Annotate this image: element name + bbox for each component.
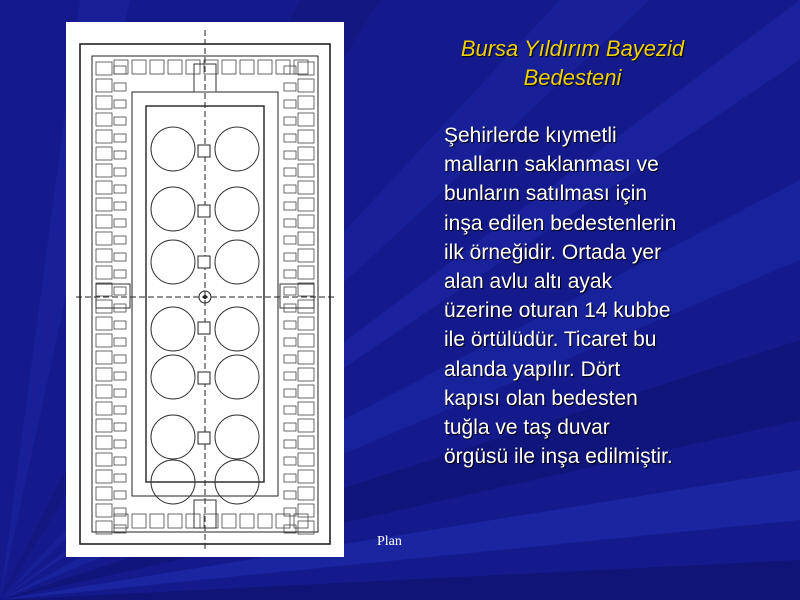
- shop-cell: [96, 164, 112, 177]
- shop-cell: [114, 185, 126, 193]
- shop-cell: [96, 504, 112, 517]
- shop-cell: [114, 100, 126, 108]
- dome-circle: [151, 415, 195, 459]
- shop-cell: [298, 334, 314, 347]
- shop-cell: [298, 470, 314, 483]
- shop-cell: [114, 236, 126, 244]
- body-line: ilk örneğidir. Ortada yer: [444, 240, 662, 264]
- shop-cell: [114, 270, 126, 278]
- slide-body: [444, 121, 754, 471]
- shop-cell: [150, 514, 164, 528]
- dome-circle: [151, 187, 195, 231]
- shop-cell: [96, 317, 112, 330]
- shop-cell: [284, 338, 296, 346]
- shop-cell: [132, 60, 146, 74]
- shop-cell: [298, 96, 314, 109]
- shop-cell: [298, 147, 314, 160]
- shop-cell: [96, 453, 112, 466]
- shop-cell: [222, 60, 236, 74]
- shop-cell: [298, 317, 314, 330]
- shop-cell: [284, 287, 296, 295]
- shop-cell: [258, 514, 272, 528]
- shop-cell: [168, 514, 182, 528]
- shop-cell: [96, 436, 112, 449]
- shop-cell: [114, 474, 126, 482]
- dome-circle: [215, 240, 259, 284]
- shop-cell: [284, 134, 296, 142]
- shop-cell: [298, 164, 314, 177]
- shop-cell: [114, 338, 126, 346]
- plan-drawing: [66, 22, 344, 557]
- shop-cell: [96, 147, 112, 160]
- shop-cell: [284, 253, 296, 261]
- shop-cell: [96, 419, 112, 432]
- shop-cell: [96, 249, 112, 262]
- body-line: alan avlu altı ayak: [444, 270, 613, 294]
- shop-cell: [284, 185, 296, 193]
- shop-cell: [284, 406, 296, 414]
- shop-cell: [96, 487, 112, 500]
- dome-circle: [151, 240, 195, 284]
- shop-cell: [96, 62, 112, 75]
- shop-cell: [298, 62, 314, 75]
- shop-cell: [114, 202, 126, 210]
- shop-cell: [298, 181, 314, 194]
- dome-circle: [151, 127, 195, 171]
- shop-cell: [114, 287, 126, 295]
- shop-cell: [96, 334, 112, 347]
- shop-cell: [298, 504, 314, 517]
- shop-cell: [96, 130, 112, 143]
- shop-cell: [96, 215, 112, 228]
- shop-cell: [298, 130, 314, 143]
- shop-cell: [284, 440, 296, 448]
- plan-caption: Plan: [377, 534, 402, 549]
- shop-cell: [114, 168, 126, 176]
- shop-cell: [298, 232, 314, 245]
- shop-cell: [298, 385, 314, 398]
- shop-cell: [298, 453, 314, 466]
- shop-cell: [298, 487, 314, 500]
- shop-cell: [284, 389, 296, 397]
- shop-cell: [284, 168, 296, 176]
- dome-circle: [215, 187, 259, 231]
- shop-cell: [240, 514, 254, 528]
- shop-cell: [298, 368, 314, 381]
- shop-cell: [96, 96, 112, 109]
- shop-cell: [114, 440, 126, 448]
- shop-cell: [298, 300, 314, 313]
- shop-cell: [284, 457, 296, 465]
- dome-circle: [215, 415, 259, 459]
- shop-cell: [96, 113, 112, 126]
- body-line: kapısı olan bedesten: [444, 386, 638, 410]
- shop-cell: [284, 372, 296, 380]
- shop-cell: [284, 100, 296, 108]
- body-line: inşa edilen bedestenlerin: [444, 211, 677, 235]
- shop-cell: [284, 83, 296, 91]
- shop-cell: [186, 60, 200, 74]
- shop-cell: [298, 113, 314, 126]
- shop-cell: [114, 219, 126, 227]
- shop-cell: [276, 60, 290, 74]
- shop-cell: [114, 423, 126, 431]
- shop-cell: [150, 60, 164, 74]
- shop-cell: [96, 300, 112, 313]
- shop-cell: [114, 372, 126, 380]
- shop-cell: [298, 402, 314, 415]
- dome-circle: [215, 355, 259, 399]
- dome-circle: [151, 355, 195, 399]
- body-line: örgüsü ile inşa edilmiştir.: [444, 445, 673, 469]
- shop-cell: [114, 491, 126, 499]
- shop-cell: [298, 198, 314, 211]
- shop-cell: [186, 514, 200, 528]
- body-line: alanda yapılır. Dört: [444, 357, 621, 381]
- shop-cell: [114, 321, 126, 329]
- dome-circle: [151, 307, 195, 351]
- shop-cell: [284, 355, 296, 363]
- shop-cell: [96, 402, 112, 415]
- shop-cell: [284, 236, 296, 244]
- shop-cell: [284, 474, 296, 482]
- shop-cell: [298, 436, 314, 449]
- body-line: tuğla ve taş duvar: [444, 416, 610, 440]
- shop-cell: [284, 219, 296, 227]
- shop-cell: [284, 151, 296, 159]
- shop-cell: [240, 60, 254, 74]
- shop-cell: [96, 198, 112, 211]
- shop-cell: [298, 419, 314, 432]
- shop-cell: [298, 283, 314, 296]
- shop-cell: [96, 385, 112, 398]
- shop-cell: [114, 253, 126, 261]
- dome-circle: [215, 307, 259, 351]
- shop-cell: [114, 66, 126, 74]
- shop-cell: [298, 249, 314, 262]
- shop-cell: [96, 368, 112, 381]
- shop-cell: [114, 355, 126, 363]
- shop-cell: [298, 351, 314, 364]
- shop-cell: [114, 389, 126, 397]
- shop-cell: [258, 60, 272, 74]
- shop-cell: [114, 508, 126, 516]
- title-line: Bedesteni: [523, 65, 622, 90]
- shop-cell: [96, 181, 112, 194]
- body-line: üzerine oturan 14 kubbe: [444, 299, 671, 323]
- body-line: Şehirlerde kıymetli: [444, 124, 617, 147]
- body-line: malların saklanması ve: [444, 153, 659, 177]
- shop-cell: [132, 514, 146, 528]
- shop-cell: [96, 470, 112, 483]
- shop-cell: [96, 79, 112, 92]
- shop-cell: [114, 457, 126, 465]
- shop-cell: [114, 406, 126, 414]
- shop-cell: [96, 351, 112, 364]
- shop-cell: [114, 134, 126, 142]
- shop-cell: [114, 117, 126, 125]
- slide-title: [405, 34, 740, 92]
- shop-cell: [284, 423, 296, 431]
- shop-cell: [284, 117, 296, 125]
- shop-cell: [284, 321, 296, 329]
- shop-cell: [222, 514, 236, 528]
- shop-cell: [298, 79, 314, 92]
- shop-cell: [298, 266, 314, 279]
- shop-cell: [298, 215, 314, 228]
- shop-cell: [114, 151, 126, 159]
- body-line: ile örtülüdür. Ticaret bu: [444, 328, 657, 352]
- shop-cell: [114, 83, 126, 91]
- shop-cell: [96, 283, 112, 296]
- body-line: bunların satılması için: [444, 182, 648, 206]
- shop-cell: [284, 491, 296, 499]
- shop-cell: [96, 266, 112, 279]
- title-line: Bursa Yıldırım Bayezid: [460, 36, 685, 61]
- shop-cell: [168, 60, 182, 74]
- shop-cell: [96, 232, 112, 245]
- dome-circle: [215, 127, 259, 171]
- shop-cell: [284, 270, 296, 278]
- shop-cell: [284, 202, 296, 210]
